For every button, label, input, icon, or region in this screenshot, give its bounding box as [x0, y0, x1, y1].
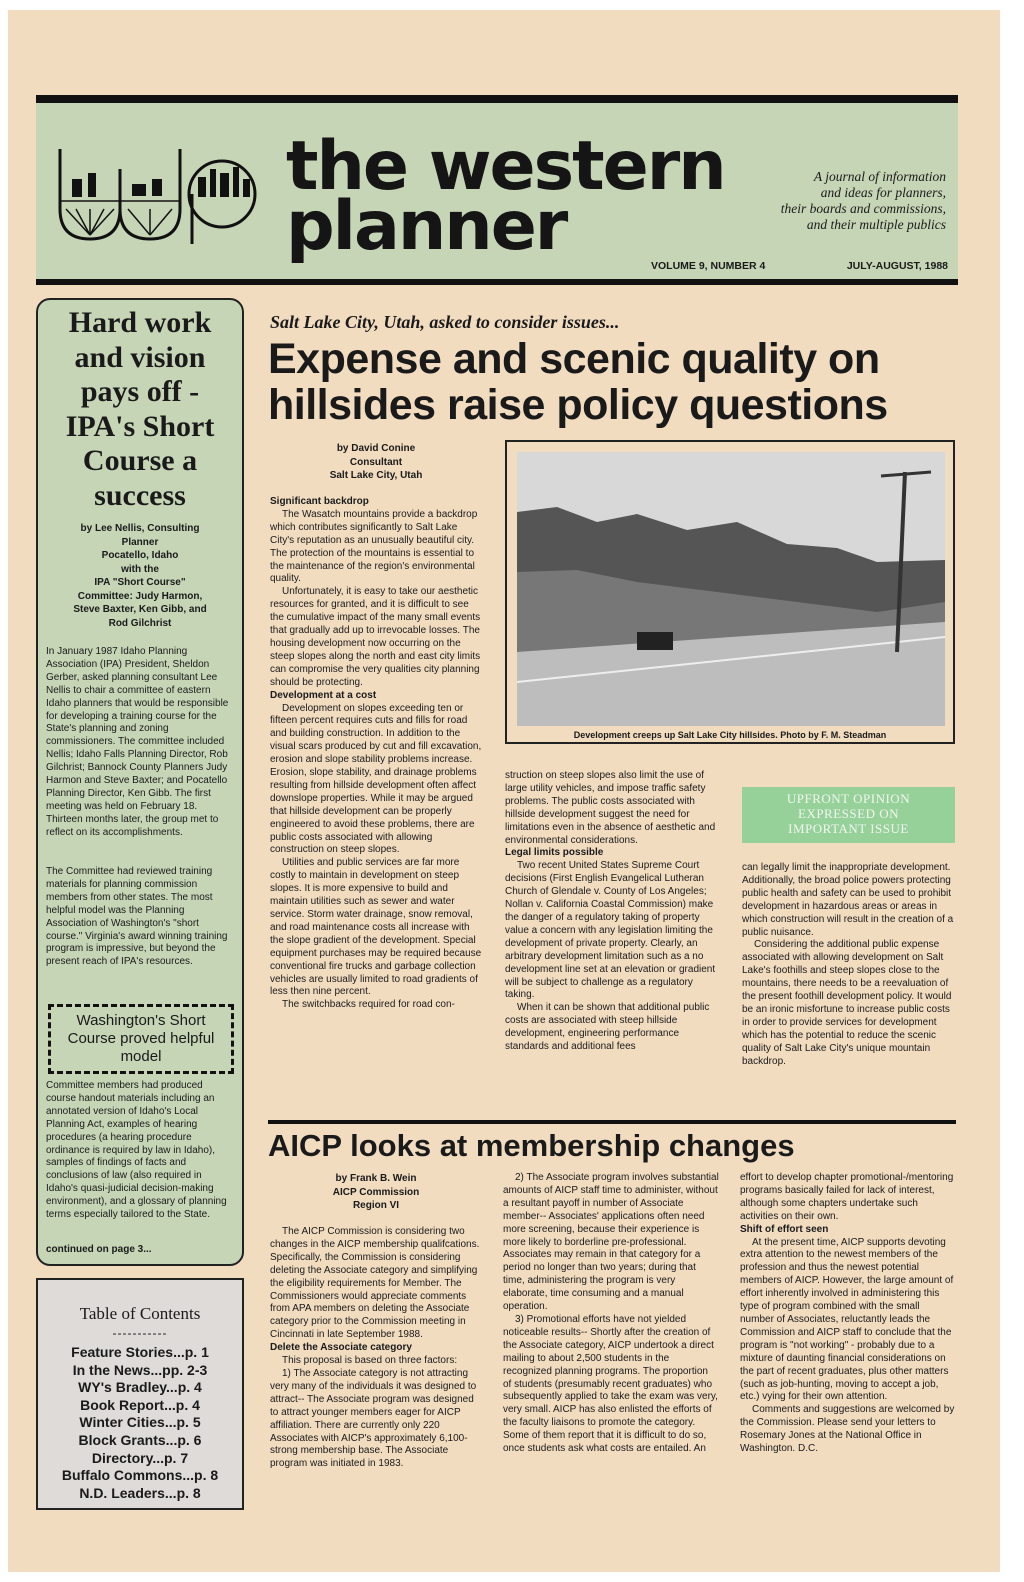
subhead-shift: Shift of effort seen — [740, 1223, 829, 1235]
subhead-delete: Delete the Associate category — [270, 1342, 412, 1354]
paragraph: can legally limit the inappropriate development. Additionally, the broad police powers protecting public health and safety can be used to prohibit development in hazardous areas or areas in which construction will result in the creation of a public nuisance. — [742, 862, 954, 938]
tagline-line: their boards and commissions, — [780, 201, 946, 216]
toc-item[interactable]: N.D. Leaders...p. 8 — [79, 1484, 201, 1501]
photo-box — [505, 440, 955, 744]
paragraph: Development on slopes exceeding ten or fifteen percent requires cuts and fills for road and building construction. In addition to the visual scars produced by cut and fill excavation, erosion and slope stability problems increase. Erosion, slope stability, and drainage problems resulting from hillside development often affect downslope properties. While it may be argued that hillside development can be properly engineered to avoid these problems, there are public costs associated with allowing construction on steep slopes. — [270, 702, 482, 856]
hillside-photo-icon — [517, 452, 945, 726]
paragraph: This proposal is based on three factors: — [282, 1355, 458, 1367]
byline-line: Pocatello, Idaho — [101, 550, 179, 561]
wp-logo-icon — [52, 139, 257, 249]
paragraph: The switchbacks required for road con- — [282, 999, 455, 1011]
sidebar-headline: Hard work and vision pays off - IPA's Short Course a success — [65, 306, 215, 512]
title-line-1: the western — [286, 127, 725, 206]
toc-list — [38, 1344, 242, 1502]
paragraph: 2) The Associate program involves substantial amounts of AICP staff time to administer, without a resultant payoff in number of Associate member-- Associates' applications often need more screening, because their experience is more likely to borderline pre-professional. Associates may remain in that category for a period no longer than two years; during that time, administering the program is very elaborate, time consuming and a manual operation. — [503, 1172, 719, 1313]
toc-item[interactable]: In the News...pp. 2-3 — [72, 1361, 208, 1378]
title-line-2: planner — [286, 187, 567, 266]
section-rule — [268, 1120, 956, 1124]
byline-line: Committee: Judy Harmon, — [77, 590, 203, 602]
tagline — [706, 169, 946, 233]
sidebar-paragraph: The Committee had reviewed training materials for planning commission members from other states. The most helpful model was the Planning Association of Washington's "short course." Virginia's award winning training program is impressive, but beyond the present reach of IPA's resources. — [46, 866, 228, 968]
aicp-headline: AICP looks at membership changes — [268, 1128, 795, 1163]
tagline-line: and their multiple publics — [806, 217, 946, 232]
lead-column-1 — [270, 496, 482, 1012]
paragraph: struction on steep slopes also limit the use of large utility vehicles, and impose traffic safety problems. The public costs associated with hillside development suggest the need for limitations even in the absence of aesthetic and environmental considerations. — [505, 770, 716, 846]
toc-item[interactable]: Block Grants...p. 6 — [78, 1431, 202, 1448]
sidebar-byline — [46, 522, 234, 630]
toc-item[interactable]: WY's Bradley...p. 4 — [78, 1379, 202, 1396]
lead-kicker: Salt Lake City, Utah, asked to consider issues... — [270, 312, 620, 332]
paragraph: The AICP Commission is considering two changes in the AICP membership qualifcations. Specifically, the Commission is considering deleting the Associate category and simplifying the eligibility requirements for Member. The Commissioners would appreciate comments from APA members on deleting the Associate category prior to the Commission meeting in Cincinnati in late September 1988. — [270, 1226, 480, 1341]
photo-caption: Development creeps up Salt Lake City hillsides. Photo by F. M. Steadman — [573, 730, 887, 740]
table-of-contents — [36, 1278, 244, 1510]
paragraph: effort to develop chapter promotional-/mentoring programs basically failed for lack of interest, although some chapters undertake such activities on their own. — [740, 1172, 954, 1222]
byline-line: Rod Gilchrist — [108, 617, 172, 629]
byline-line: by David Conine — [336, 443, 416, 454]
badge-line: IMPORTANT ISSUE — [788, 821, 909, 836]
paragraph: Comments and suggestions are welcomed by the Commission. Please send your letters to Rosemary Jones at the National Office in Washington. D.C. — [740, 1404, 955, 1455]
toc-title: Table of Contents — [79, 1304, 201, 1323]
continued-link[interactable]: continued on page 3... — [46, 1244, 152, 1255]
sidebar-paragraph: Committee members had produced course handout materials including an annotated version of Idaho's Local Planning Act, examples of hearing procedures (a hearing procedure ordinance is required by law in Idaho), samples of findings of facts and conclusions of law (also required in Idaho's quasi-judicial decision-making environment), and a glossary of planning terms especially tailored to the State. — [46, 1080, 227, 1221]
pull-quote: Washington's Short Course proved helpful model — [48, 1004, 234, 1074]
paragraph: Utilities and public services are far more costly to maintain in development on steep slopes. It is more expensive to build and maintain utilities such as sewer and water service. Storm water drainage, snow removal, and road maintenance costs all increase with the slope gradient of the development. Special equipment purchases may be required because conventional fire trucks and garbage collection vehicles are usually limited to road gradients of less then nine percent. — [270, 857, 482, 998]
tagline-line: A journal of information — [813, 169, 946, 184]
lead-byline — [270, 442, 482, 483]
paragraph: Two recent United States Supreme Court decisions (First English Evangelical Lutheran Church of Glendale v. County of Los Angeles; Nollan v. California Coastal Commission) make the danger of a regulatory taking of property value a concern with any legislation limiting the development of private property. Clearly, an arbitrary development limitation such as a no development line set at an elevation or gradient will be subject to challenge as a regulatory taking. — [505, 860, 716, 1001]
toc-item[interactable]: Directory...p. 7 — [91, 1449, 189, 1466]
paragraph: The Wasatch mountains provide a backdrop which contributes significantly to Salt Lake City's reputation as an unusually beautiful city. The protection of the mountains is essential to the maintenance of the region's environmental quality. — [270, 508, 478, 585]
upfront-opinion-badge — [742, 787, 955, 843]
byline-line: by Frank B. Wein — [335, 1173, 417, 1184]
lead-column-3 — [742, 862, 955, 1069]
byline-line: Region VI — [352, 1200, 400, 1211]
toc-item[interactable]: Winter Cities...p. 5 — [79, 1414, 201, 1431]
aicp-column-1 — [270, 1226, 482, 1471]
paragraph: 1) The Associate category is not attracting very many of the individuals it was designed to attract-- The Associate program was designed to attract younger members eager for AICP affiliation. There are currently only 220 Associates with AICP's approximately 6,100-strong membership base. The Associate program was initiated in 1983. — [270, 1367, 477, 1470]
paragraph: Unfortunately, it is easy to take our aesthetic resources for granted, and it is difficult to see the cumulative impact of the many small events that gradually add up to irrevocable losses. The housing development now occurring on the steep slopes along the north and east city limits can compromise the very qualities city planning should be protecting. — [270, 586, 481, 688]
masthead — [36, 95, 958, 285]
byline-line: Planner — [121, 536, 159, 548]
paragraph: When it can be shown that additional public costs are associated with steep hillside development, engineering performance standards and additional fees — [505, 1002, 710, 1053]
byline-line: by Lee Nellis, Consulting — [80, 523, 200, 534]
aicp-column-2 — [503, 1172, 719, 1456]
byline-line: IPA "Short Course" — [94, 577, 186, 588]
toc-item[interactable]: Feature Stories...p. 1 — [71, 1344, 209, 1360]
byline-line: Consultant — [349, 456, 403, 468]
toc-item[interactable]: Buffalo Commons...p. 8 — [61, 1467, 219, 1484]
aicp-byline — [270, 1172, 482, 1213]
subhead-legal: Legal limits possible — [505, 847, 604, 859]
subhead-backdrop: Significant backdrop — [270, 496, 369, 507]
byline-line: Salt Lake City, Utah — [329, 470, 423, 481]
sidebar-paragraph: In January 1987 Idaho Planning Association (IPA) President, Sheldon Gerber, asked planning consultant Lee Nellis to chair a committee of eastern Idaho planners that would be responsible for developing a training course for the State's planning and zoning commissioners. The committee included Nellis; Idaho Falls Planning Director, Rob Gilchrist; Bannock County Planners Judy Harmon and Steve Baxter; and Pocatello Planning Director, Ken Gibb. The first meeting was held on February 18. Thirteen months later, the group met to reflect on its accomplishments. — [46, 646, 229, 838]
lead-headline: Expense and scenic quality on hillsides raise policy questions — [268, 335, 888, 429]
paragraph: At the present time, AICP supports devoting extra attention to the newest members of the profession and thus the newest potential members of AICP. However, the large amount of effort inherently involved in administering this type of program combined with the small number of Associates, reluctantly leads the Commission and AICP staff to conclude that the program is "not working" - probably due to a mixture of daunting financial considerations on the part of recent graduates, plus other matters (such as job-hunting, moving to accept a job, etc.) vying for their own attention. — [740, 1236, 954, 1403]
paragraph: 3) Promotional efforts have not yielded noticeable results-- Shortly after the creation of the Associate category, AICP undertook a direct mailing to about 2,500 students in the recognized planning programs. The proportion of students (presumably recent graduates) who subsequently applied to take the exam was very, very small. AICP has also enlisted the efforts of the faculty liaisons to promote the category. Some of them report that it is difficult to do so, once students ask what costs are entailed. An — [503, 1313, 718, 1455]
badge-line: EXPRESSED ON — [798, 806, 899, 821]
byline-line: AICP Commission — [332, 1186, 420, 1198]
toc-item[interactable]: Book Report...p. 4 — [80, 1396, 200, 1413]
tagline-line: and ideas for planners, — [820, 185, 946, 200]
paragraph: Considering the additional public expense associated with allowing development on Salt Lake's foothills and steep slopes close to the mountains, there needs to be a reevaluation of the present foothill development policy. It would be an ironic misfortune to increase public costs in order to provide services for development which has the potential to reduce the scenic quality of Salt Lake City's unique mountain backdrop. — [742, 939, 952, 1067]
issue-date: JULY-AUGUST, 1988 — [846, 260, 948, 272]
lead-column-2 — [505, 770, 719, 1054]
subhead-cost: Development at a cost — [270, 689, 377, 701]
byline-line: with the — [121, 563, 159, 575]
byline-line: Steve Baxter, Ken Gibb, and — [73, 604, 207, 615]
aicp-column-3 — [740, 1172, 955, 1456]
toc-separator: ----------- — [112, 1326, 168, 1340]
volume-number: VOLUME 9, NUMBER 4 — [651, 260, 766, 272]
badge-line: UPFRONT OPINION — [786, 791, 911, 806]
sidebar-story — [36, 298, 244, 1266]
